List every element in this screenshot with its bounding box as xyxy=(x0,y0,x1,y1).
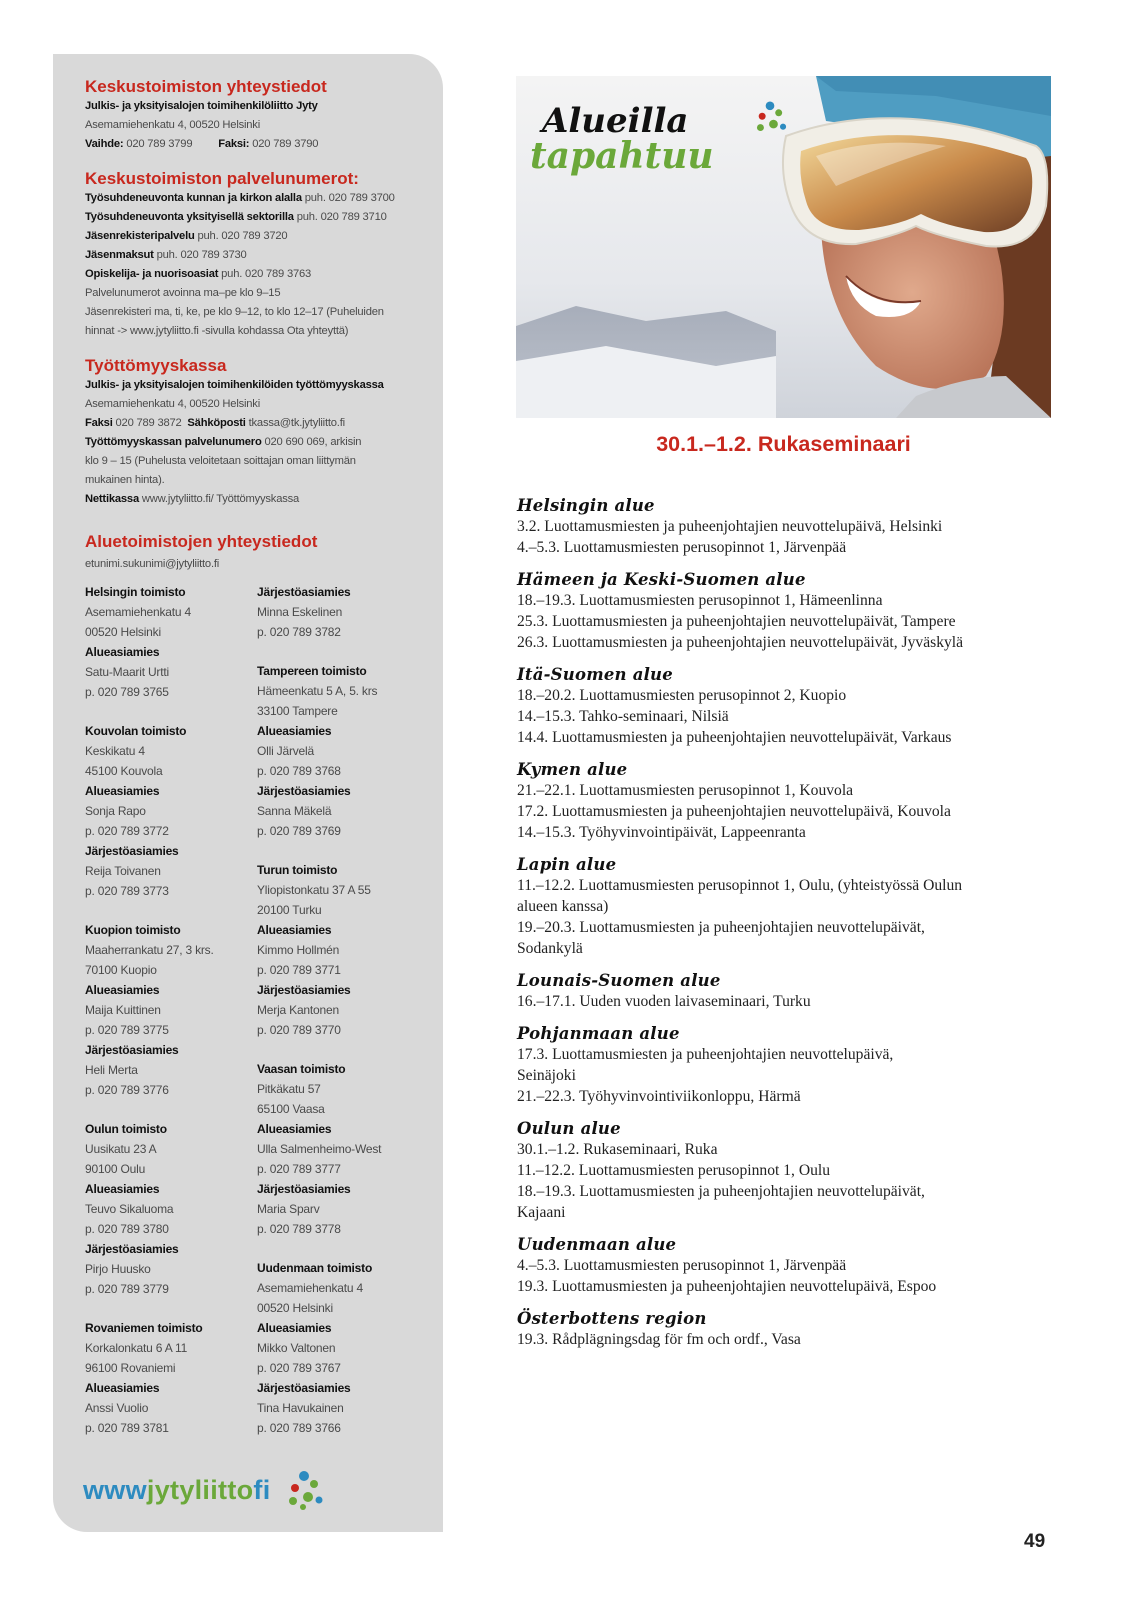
office-detail: Asemamiehenkatu 4 xyxy=(257,1281,363,1295)
office-detail: 33100 Tampere xyxy=(257,704,338,718)
event-line: 19.3. Rådplägningsdag för fm och ordf., Vasa xyxy=(517,1331,801,1348)
event-line: 4.–5.3. Luottamusmiesten perusopinnot 1, Järvenpää xyxy=(517,539,847,556)
office-detail: p. 020 789 3767 xyxy=(257,1361,341,1375)
region-block xyxy=(517,1024,1057,1107)
office-heading: Vaasan toimisto xyxy=(257,1062,346,1076)
phone-label: Vaihde: xyxy=(85,138,124,150)
region-name: Hämeen ja Keski-Suomen alue xyxy=(517,570,806,589)
uf-service: 020 690 069, arkisin xyxy=(264,436,362,448)
central-office-title: Keskustoimiston yhteystiedot xyxy=(85,77,327,96)
region-name: Lounais-Suomen alue xyxy=(517,971,721,990)
office-heading: Kuopion toimisto xyxy=(85,923,181,937)
event-line: alueen kanssa) xyxy=(517,898,609,915)
office-heading: Järjestöasiamies xyxy=(85,1043,179,1057)
office-heading: Rovaniemen toimisto xyxy=(85,1321,203,1335)
service-number-label: Jäsenrekisteripalvelu xyxy=(85,230,195,242)
office-detail: Maaherrankatu 27, 3 krs. xyxy=(85,943,214,957)
event-line: 17.3. Luottamusmiesten ja puheenjohtajien neuvottelupäivä, xyxy=(517,1046,894,1063)
service-number-item xyxy=(85,227,430,246)
office-detail: p. 020 789 3778 xyxy=(257,1222,341,1236)
event-line: 14.4. Luottamusmiesten ja puheenjohtajien neuvottelupäivät, Varkaus xyxy=(517,729,952,746)
office-detail: p. 020 789 3769 xyxy=(257,824,341,838)
website-link[interactable] xyxy=(83,1470,327,1510)
office-detail: Merja Kantonen xyxy=(257,1003,339,1017)
service-number-item xyxy=(85,265,430,284)
office-heading: Uudenmaan toimisto xyxy=(257,1261,373,1275)
event-line: 11.–12.2. Luottamusmiesten perusopinnot 1, Oulu, (yhteistyössä Oulun xyxy=(517,877,963,894)
service-number-value: puh. 020 789 3730 xyxy=(153,249,247,261)
office-heading: Oulun toimisto xyxy=(85,1122,167,1136)
office-detail: p. 020 789 3765 xyxy=(85,685,169,699)
office-detail: 70100 Kuopio xyxy=(85,963,157,977)
office-detail: Ulla Salmenheimo-West xyxy=(257,1142,382,1156)
office-heading: Järjestöasiamies xyxy=(257,585,351,599)
office-heading: Järjestöasiamies xyxy=(257,1381,351,1395)
office-detail: 20100 Turku xyxy=(257,903,322,917)
office-detail: 00520 Helsinki xyxy=(257,1301,333,1315)
regional-events xyxy=(517,496,1057,1362)
uf-net-label: Nettikassa xyxy=(85,493,139,505)
office-detail: Teuvo Sikaluoma xyxy=(85,1202,174,1216)
office-detail: p. 020 789 3771 xyxy=(257,963,341,977)
office-heading: Järjestöasiamies xyxy=(257,784,351,798)
office-detail: p. 020 789 3779 xyxy=(85,1282,169,1296)
uf-service-label: Työttömyyskassan palvelunumero xyxy=(85,436,262,448)
event-line: 11.–12.2. Luottamusmiesten perusopinnot 1, Oulu xyxy=(517,1162,831,1179)
office-heading: Järjestöasiamies xyxy=(85,844,179,858)
contact-panel-content xyxy=(85,76,430,1442)
office-detail: 00520 Helsinki xyxy=(85,625,161,639)
service-number-label: Työsuhdeneuvonta kunnan ja kirkon alalla xyxy=(85,192,302,204)
region-name: Helsingin alue xyxy=(517,496,655,515)
office-heading: Alueasiamies xyxy=(85,645,160,659)
region-name: Kymen alue xyxy=(517,760,628,779)
office-detail: Reija Toivanen xyxy=(85,864,161,878)
region-block xyxy=(517,760,1057,843)
event-line: 26.3. Luottamusmiesten ja puheenjohtajien neuvottelupäivät, Jyväskylä xyxy=(517,634,964,651)
jyty-logo-icon xyxy=(281,1470,327,1510)
service-number-value: puh. 020 789 3710 xyxy=(293,211,387,223)
office-detail: p. 020 789 3780 xyxy=(85,1222,169,1236)
office-detail: 65100 Vaasa xyxy=(257,1102,325,1116)
event-line: 14.–15.3. Tahko-seminaari, Nilsiä xyxy=(517,708,729,725)
region-name: Oulun alue xyxy=(517,1119,621,1138)
office-detail: p. 020 789 3777 xyxy=(257,1162,341,1176)
phone-value: 020 789 3799 xyxy=(126,138,193,150)
office-heading: Turun toimisto xyxy=(257,863,338,877)
unemployment-net xyxy=(85,490,430,509)
regional-offices xyxy=(85,582,430,1442)
event-line: Sodankylä xyxy=(517,940,583,957)
website-domain: jytyliitto xyxy=(146,1474,254,1505)
unemployment-fund-title: Työttömyyskassa xyxy=(85,356,227,375)
office-detail: 90100 Oulu xyxy=(85,1162,146,1176)
office-detail: 96100 Rovaniemi xyxy=(85,1361,176,1375)
office-heading: Järjestöasiamies xyxy=(257,983,351,997)
service-number-label: Opiskelija- ja nuorisoasiat xyxy=(85,268,219,280)
office-detail: Sanna Mäkelä xyxy=(257,804,332,818)
office-detail: Maria Sparv xyxy=(257,1202,320,1216)
event-line: 30.1.–1.2. Rukaseminaari, Ruka xyxy=(517,1141,718,1158)
website-www: www xyxy=(83,1474,147,1505)
event-line: 4.–5.3. Luottamusmiesten perusopinnot 1, Järvenpää xyxy=(517,1257,847,1274)
service-note: Palvelunumerot avoinna ma–pe klo 9–15 xyxy=(85,287,281,299)
event-line: 21.–22.1. Luottamusmiesten perusopinnot 1, Kouvola xyxy=(517,782,854,799)
office-heading: Alueasiamies xyxy=(257,1122,332,1136)
event-line: 18.–19.3. Luottamusmiesten perusopinnot 1, Hämeenlinna xyxy=(517,592,883,609)
office-detail: p. 020 789 3770 xyxy=(257,1023,341,1037)
unemployment-service-note: klo 9 – 15 (Puhelusta veloitetaan soittajan oman liittymän xyxy=(85,455,356,467)
service-number-label: Jäsenmaksut xyxy=(85,249,154,261)
office-detail: 45100 Kouvola xyxy=(85,764,163,778)
office-detail: p. 020 789 3776 xyxy=(85,1083,169,1097)
service-numbers-title: Keskustoimiston palvelunumerot: xyxy=(85,169,359,188)
uf-email-label: Sähköposti xyxy=(187,417,246,429)
contact-panel xyxy=(53,54,443,1532)
office-detail: Satu-Maarit Urtti xyxy=(85,665,169,679)
service-note: Jäsenrekisteri ma, ti, ke, pe klo 9–12, to klo 12–17 (Puheluiden xyxy=(85,306,384,318)
region-block xyxy=(517,1235,1057,1297)
regional-email: etunimi.sukunimi@jytyliitto.fi xyxy=(85,558,220,570)
office-heading: Järjestöasiamies xyxy=(85,1242,179,1256)
region-block xyxy=(517,496,1057,558)
office-detail: Hämeenkatu 5 A, 5. krs xyxy=(257,684,378,698)
region-name: Itä-Suomen alue xyxy=(517,665,673,684)
office-detail: Minna Eskelinen xyxy=(257,605,343,619)
region-name: Uudenmaan alue xyxy=(517,1235,677,1254)
fax-value: 020 789 3790 xyxy=(252,138,319,150)
unemployment-fax-email xyxy=(85,414,430,433)
event-line: 25.3. Luottamusmiesten ja puheenjohtajien neuvottelupäivät, Tampere xyxy=(517,613,956,630)
region-name: Lapin alue xyxy=(517,855,617,874)
header-photo xyxy=(516,76,1051,418)
uf-fax: 020 789 3872 xyxy=(115,417,182,429)
event-line: 17.2. Luottamusmiesten ja puheenjohtajien neuvottelupäivä, Kouvola xyxy=(517,803,951,820)
event-line: 21.–22.3. Työhyvinvointiviikonloppu, Härmä xyxy=(517,1088,801,1105)
central-phones xyxy=(85,135,430,154)
office-heading: Helsingin toimisto xyxy=(85,585,186,599)
region-block xyxy=(517,1309,1057,1350)
office-heading: Järjestöasiamies xyxy=(257,1182,351,1196)
office-heading: Alueasiamies xyxy=(85,1381,160,1395)
office-heading: Kouvolan toimisto xyxy=(85,724,187,738)
unemployment-service-note-2: mukainen hinta). xyxy=(85,474,165,486)
service-note: hinnat -> www.jytyliitto.fi -sivulla kohdassa Ota yhteyttä) xyxy=(85,325,349,337)
office-detail: Korkalonkatu 6 A 11 xyxy=(85,1341,188,1355)
uf-fax-label: Faksi xyxy=(85,417,113,429)
region-name: Pohjanmaan alue xyxy=(517,1024,680,1043)
page-number: 49 xyxy=(1024,1531,1046,1552)
event-line: 14.–15.3. Työhyvinvointipäivät, Lappeenranta xyxy=(517,824,806,841)
event-line: 18.–20.2. Luottamusmiesten perusopinnot 2, Kuopio xyxy=(517,687,847,704)
office-detail: Tina Havukainen xyxy=(257,1401,344,1415)
uf-net-link[interactable]: www.jytyliitto.fi/ Työttömyyskassa xyxy=(141,493,300,505)
office-detail: Uusikatu 23 A xyxy=(85,1142,157,1156)
region-block xyxy=(517,570,1057,653)
website-text xyxy=(83,1475,271,1506)
service-number-value: puh. 020 789 3720 xyxy=(194,230,288,242)
event-line: Seinäjoki xyxy=(517,1067,576,1084)
region-block xyxy=(517,855,1057,959)
service-number-item xyxy=(85,208,430,227)
service-numbers-list xyxy=(85,189,430,341)
office-detail: p. 020 789 3768 xyxy=(257,764,341,778)
office-detail: Anssi Vuolio xyxy=(85,1401,149,1415)
website-tld: fi xyxy=(253,1474,271,1505)
office-detail: Kimmo Hollmén xyxy=(257,943,340,957)
office-detail: p. 020 789 3772 xyxy=(85,824,169,838)
region-block xyxy=(517,971,1057,1012)
office-detail: p. 020 789 3766 xyxy=(257,1421,341,1435)
office-detail: Maija Kuittinen xyxy=(85,1003,161,1017)
event-title: 30.1.–1.2. Rukaseminaari xyxy=(656,432,911,456)
office-detail: Mikko Valtonen xyxy=(257,1341,336,1355)
office-heading: Alueasiamies xyxy=(85,784,160,798)
office-detail: Yliopistonkatu 37 A 55 xyxy=(257,883,371,897)
service-number-value: puh. 020 789 3700 xyxy=(301,192,395,204)
office-detail: p. 020 789 3781 xyxy=(85,1421,169,1435)
office-detail: p. 020 789 3782 xyxy=(257,625,341,639)
office-detail: p. 020 789 3773 xyxy=(85,884,169,898)
logo-line-1: Alueilla xyxy=(542,101,689,141)
office-detail: p. 020 789 3775 xyxy=(85,1023,169,1037)
region-block xyxy=(517,1119,1057,1223)
central-address: Asemamiehenkatu 4, 00520 Helsinki xyxy=(85,119,260,131)
unemployment-org: Julkis- ja yksityisalojen toimihenkilöiden työttömyyskassa xyxy=(85,379,384,391)
office-heading: Alueasiamies xyxy=(85,983,160,997)
offices-column-1 xyxy=(85,582,257,1438)
logo-dots-icon xyxy=(750,98,790,138)
office-heading: Alueasiamies xyxy=(85,1182,160,1196)
office-detail: Asemamiehenkatu 4 xyxy=(85,605,191,619)
office-heading: Tampereen toimisto xyxy=(257,664,367,678)
event-line: 19.–20.3. Luottamusmiesten ja puheenjohtajien neuvottelupäivät, xyxy=(517,919,925,936)
office-heading: Alueasiamies xyxy=(257,923,332,937)
service-number-value: puh. 020 789 3763 xyxy=(218,268,312,280)
alueilla-tapahtuu-logo xyxy=(530,101,714,177)
event-line: 16.–17.1. Uuden vuoden laivaseminaari, Turku xyxy=(517,993,811,1010)
logo-line-2: tapahtuu xyxy=(530,135,714,177)
uf-email[interactable]: tkassa@tk.jytyliitto.fi xyxy=(248,417,345,429)
office-detail: Pitkäkatu 57 xyxy=(257,1082,321,1096)
event-line: Kajaani xyxy=(517,1204,566,1221)
fax-label: Faksi: xyxy=(218,138,250,150)
region-block xyxy=(517,665,1057,748)
offices-column-2 xyxy=(257,582,429,1438)
region-name: Österbottens region xyxy=(517,1309,707,1328)
office-heading: Alueasiamies xyxy=(257,1321,332,1335)
office-detail: Olli Järvelä xyxy=(257,744,314,758)
office-heading: Alueasiamies xyxy=(257,724,332,738)
unemployment-service xyxy=(85,433,430,452)
office-detail: Pirjo Huusko xyxy=(85,1262,151,1276)
office-detail: Sonja Rapo xyxy=(85,804,146,818)
service-number-item xyxy=(85,189,430,208)
unemployment-address: Asemamiehenkatu 4, 00520 Helsinki xyxy=(85,398,260,410)
service-number-label: Työsuhdeneuvonta yksityisellä sektorilla xyxy=(85,211,294,223)
office-detail: Heli Merta xyxy=(85,1063,138,1077)
service-number-item xyxy=(85,246,430,265)
event-line: 18.–19.3. Luottamusmiesten ja puheenjohtajien neuvottelupäivät, xyxy=(517,1183,925,1200)
event-line: 19.3. Luottamusmiesten ja puheenjohtajien neuvottelupäivä, Espoo xyxy=(517,1278,937,1295)
central-org: Julkis- ja yksityisalojen toimihenkilöliitto Jyty xyxy=(85,100,318,112)
office-detail: Keskikatu 4 xyxy=(85,744,145,758)
event-line: 3.2. Luottamusmiesten ja puheenjohtajien neuvottelupäivä, Helsinki xyxy=(517,518,943,535)
regional-offices-title: Aluetoimistojen yhteystiedot xyxy=(85,532,318,551)
